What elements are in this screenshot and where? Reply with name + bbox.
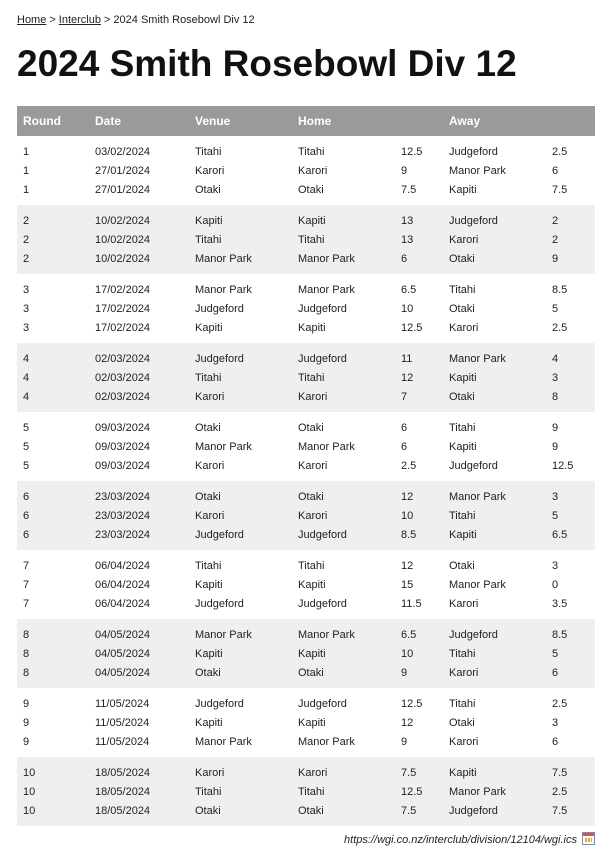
fixtures-table <box>17 106 595 826</box>
cell-away-score: 2.5 <box>552 785 568 798</box>
cell-home-score: 11.5 <box>401 597 422 610</box>
cell-home-score: 7 <box>401 390 408 403</box>
cell-round: 6 <box>23 490 30 503</box>
cell-round: 8 <box>23 628 30 641</box>
header-home-score <box>395 106 443 136</box>
cell-date: 02/03/2024 <box>95 352 151 365</box>
cell-venue: Titahi <box>195 145 222 158</box>
cell-venue: Otaki <box>195 421 221 434</box>
cell-away-score: 3 <box>552 490 559 503</box>
page-title: 2024 Smith Rosebowl Div 12 <box>17 43 517 84</box>
cell-home-team: Kapiti <box>298 578 326 591</box>
cell-away-team: Kapiti <box>449 528 477 541</box>
calendar-icon[interactable] <box>582 832 595 845</box>
cell-home-team: Manor Park <box>298 283 355 296</box>
cell-home-score: 12.5 <box>401 321 423 334</box>
cell-away-team: Titahi <box>449 647 476 660</box>
header-date: Date <box>95 114 122 128</box>
cell-home-team: Otaki <box>298 804 324 817</box>
page <box>0 13 609 846</box>
cell-venue: Titahi <box>195 559 222 572</box>
cell-date: 11/05/2024 <box>95 697 150 710</box>
cell-date: 18/05/2024 <box>95 766 151 779</box>
table-row <box>17 575 595 594</box>
cell-away-score: 2 <box>552 233 559 246</box>
round-group <box>17 481 595 550</box>
cell-date: 06/04/2024 <box>95 578 151 591</box>
cell-venue: Kapiti <box>195 716 223 729</box>
table-row <box>17 663 595 688</box>
table-row <box>17 732 595 757</box>
table-row <box>17 550 595 575</box>
cell-home-score: 6 <box>401 252 408 265</box>
cell-date: 11/05/2024 <box>95 716 150 729</box>
cell-round: 2 <box>23 252 30 265</box>
cell-home-score: 15 <box>401 578 414 591</box>
cell-away-score: 2.5 <box>552 145 568 158</box>
cell-round: 4 <box>23 371 30 384</box>
cell-date: 27/01/2024 <box>95 183 151 196</box>
cell-away-score: 7.5 <box>552 766 568 779</box>
cell-venue: Titahi <box>195 233 222 246</box>
cell-round: 2 <box>23 214 30 227</box>
cell-away-score: 4 <box>552 352 559 365</box>
cell-home-team: Kapiti <box>298 716 326 729</box>
cell-home-score: 6 <box>401 421 408 434</box>
cell-away-score: 3.5 <box>552 597 568 610</box>
table-row <box>17 230 595 249</box>
cell-venue: Kapiti <box>195 647 223 660</box>
table-row <box>17 343 595 368</box>
cell-home-score: 13 <box>401 233 414 246</box>
cell-away-team: Kapiti <box>449 766 477 779</box>
cell-date: 17/02/2024 <box>95 283 151 296</box>
cell-venue: Judgeford <box>195 697 244 710</box>
cell-away-score: 9 <box>552 252 559 265</box>
cell-home-score: 10 <box>401 647 414 660</box>
table-row <box>17 387 595 412</box>
cell-date: 17/02/2024 <box>95 321 151 334</box>
cell-round: 2 <box>23 233 30 246</box>
cell-date: 11/05/2024 <box>95 735 150 748</box>
breadcrumb-current: 2024 Smith Rosebowl Div 12 <box>113 14 255 26</box>
cell-away-team: Kapiti <box>449 440 477 453</box>
cell-home-score: 9 <box>401 666 408 679</box>
table-row <box>17 801 595 826</box>
cell-round: 10 <box>23 804 36 817</box>
cell-venue: Manor Park <box>195 628 252 641</box>
cell-date: 09/03/2024 <box>95 421 151 434</box>
table-row <box>17 644 595 663</box>
cell-round: 3 <box>23 283 30 296</box>
cell-away-team: Titahi <box>449 697 476 710</box>
cell-round: 10 <box>23 766 36 779</box>
cell-date: 10/02/2024 <box>95 233 151 246</box>
cell-date: 04/05/2024 <box>95 647 151 660</box>
cell-home-team: Manor Park <box>298 252 355 265</box>
cell-home-team: Otaki <box>298 666 324 679</box>
cell-home-score: 8.5 <box>401 528 417 541</box>
cell-home-score: 7.5 <box>401 183 417 196</box>
cell-home-team: Kapiti <box>298 214 326 227</box>
cell-date: 10/02/2024 <box>95 214 151 227</box>
ics-link-row <box>17 832 595 846</box>
cell-away-team: Manor Park <box>449 785 506 798</box>
cell-home-score: 12 <box>401 716 414 729</box>
table-row <box>17 782 595 801</box>
cell-home-team: Titahi <box>298 559 325 572</box>
breadcrumb-home-link[interactable]: Home <box>17 14 47 26</box>
cell-home-team: Otaki <box>298 183 324 196</box>
cell-home-team: Manor Park <box>298 735 355 748</box>
table-row <box>17 619 595 644</box>
cell-home-team: Karori <box>298 766 328 779</box>
breadcrumb-interclub-link[interactable]: Interclub <box>58 14 101 26</box>
cell-away-team: Kapiti <box>449 371 477 384</box>
cell-away-score: 5 <box>552 302 559 315</box>
cell-round: 7 <box>23 559 30 572</box>
cell-home-team: Manor Park <box>298 440 355 453</box>
table-row <box>17 456 595 481</box>
cell-home-score: 10 <box>401 509 414 522</box>
cell-round: 5 <box>23 440 30 453</box>
cell-away-team: Judgeford <box>449 145 498 158</box>
cell-round: 7 <box>23 597 30 610</box>
table-header <box>17 106 595 136</box>
cell-away-score: 9 <box>552 421 559 434</box>
round-group <box>17 343 595 412</box>
cell-date: 17/02/2024 <box>95 302 151 315</box>
cell-away-team: Titahi <box>449 421 476 434</box>
cell-venue: Karori <box>195 390 225 403</box>
round-group <box>17 550 595 619</box>
cell-home-score: 12 <box>401 559 414 572</box>
cell-home-team: Judgeford <box>298 352 347 365</box>
cell-away-score: 6.5 <box>552 528 568 541</box>
cell-away-score: 2.5 <box>552 321 568 334</box>
cell-home-team: Judgeford <box>298 302 347 315</box>
table-row <box>17 688 595 713</box>
cell-away-team: Manor Park <box>449 490 506 503</box>
cell-away-score: 12.5 <box>552 459 574 472</box>
cell-venue: Karori <box>195 509 225 522</box>
table-row <box>17 481 595 506</box>
table-row <box>17 412 595 437</box>
cell-date: 04/05/2024 <box>95 628 151 641</box>
cell-round: 9 <box>23 735 30 748</box>
cell-home-score: 12.5 <box>401 697 423 710</box>
cell-venue: Karori <box>195 164 225 177</box>
cell-away-team: Manor Park <box>449 352 506 365</box>
cell-date: 23/03/2024 <box>95 490 151 503</box>
cell-venue: Kapiti <box>195 578 223 591</box>
cell-away-team: Karori <box>449 233 479 246</box>
table-row <box>17 205 595 230</box>
cell-round: 1 <box>23 164 30 177</box>
table-row <box>17 161 595 180</box>
cell-venue: Judgeford <box>195 597 244 610</box>
round-group <box>17 205 595 274</box>
cell-home-score: 13 <box>401 214 414 227</box>
cell-away-score: 2.5 <box>552 697 568 710</box>
table-header-row <box>17 106 595 136</box>
cell-away-team: Otaki <box>449 390 475 403</box>
table-row <box>17 594 595 619</box>
header-home: Home <box>298 114 332 128</box>
header-away: Away <box>449 114 481 128</box>
cell-venue: Otaki <box>195 804 221 817</box>
cell-home-score: 6.5 <box>401 283 417 296</box>
cell-home-score: 9 <box>401 164 408 177</box>
cell-away-score: 3 <box>552 559 559 572</box>
cell-away-team: Karori <box>449 597 479 610</box>
cell-venue: Judgeford <box>195 302 244 315</box>
cell-venue: Kapiti <box>195 321 223 334</box>
cell-round: 4 <box>23 390 30 403</box>
cell-away-score: 7.5 <box>552 183 568 196</box>
cell-venue: Otaki <box>195 666 221 679</box>
cell-venue: Manor Park <box>195 252 252 265</box>
cell-round: 6 <box>23 528 30 541</box>
cell-away-score: 2 <box>552 214 559 227</box>
table-row <box>17 274 595 299</box>
cell-away-score: 0 <box>552 578 559 591</box>
cell-venue: Manor Park <box>195 440 252 453</box>
cell-away-score: 5 <box>552 647 559 660</box>
cell-round: 6 <box>23 509 30 522</box>
cell-venue: Titahi <box>195 785 222 798</box>
cell-home-team: Otaki <box>298 421 324 434</box>
cell-date: 18/05/2024 <box>95 785 151 798</box>
cell-away-team: Judgeford <box>449 628 498 641</box>
cell-date: 02/03/2024 <box>95 390 151 403</box>
cell-date: 06/04/2024 <box>95 559 151 572</box>
cell-home-score: 7.5 <box>401 804 417 817</box>
cell-venue: Judgeford <box>195 352 244 365</box>
cell-away-score: 3 <box>552 716 559 729</box>
cell-away-team: Otaki <box>449 252 475 265</box>
cell-home-score: 12.5 <box>401 145 423 158</box>
cell-date: 27/01/2024 <box>95 164 151 177</box>
cell-date: 02/03/2024 <box>95 371 151 384</box>
cell-round: 3 <box>23 302 30 315</box>
cell-home-team: Manor Park <box>298 628 355 641</box>
cell-away-score: 5 <box>552 509 559 522</box>
cell-round: 3 <box>23 321 30 334</box>
cell-away-team: Manor Park <box>449 164 506 177</box>
round-group <box>17 412 595 481</box>
cell-venue: Titahi <box>195 371 222 384</box>
cell-away-score: 8 <box>552 390 559 403</box>
cell-home-team: Karori <box>298 390 328 403</box>
table-row <box>17 368 595 387</box>
breadcrumb-separator: > <box>103 14 111 26</box>
cell-round: 8 <box>23 647 30 660</box>
cell-date: 04/05/2024 <box>95 666 151 679</box>
round-group <box>17 136 595 205</box>
header-round: Round <box>23 114 61 128</box>
cell-venue: Karori <box>195 766 225 779</box>
cell-round: 5 <box>23 459 30 472</box>
round-group <box>17 688 595 757</box>
cell-away-team: Karori <box>449 735 479 748</box>
cell-date: 09/03/2024 <box>95 459 151 472</box>
cell-round: 1 <box>23 183 30 196</box>
cell-away-team: Kapiti <box>449 183 477 196</box>
cell-away-team: Otaki <box>449 559 475 572</box>
cell-home-team: Karori <box>298 509 328 522</box>
cell-venue: Manor Park <box>195 735 252 748</box>
cell-home-team: Titahi <box>298 785 325 798</box>
cell-date: 23/03/2024 <box>95 509 151 522</box>
cell-date: 06/04/2024 <box>95 597 151 610</box>
cell-away-team: Titahi <box>449 509 476 522</box>
cell-venue: Manor Park <box>195 283 252 296</box>
cell-home-score: 12 <box>401 371 414 384</box>
cell-away-score: 8.5 <box>552 283 568 296</box>
cell-away-team: Otaki <box>449 716 475 729</box>
cell-date: 18/05/2024 <box>95 804 151 817</box>
round-group <box>17 757 595 826</box>
cell-home-score: 12.5 <box>401 785 423 798</box>
cell-away-team: Titahi <box>449 283 476 296</box>
breadcrumb <box>17 13 595 27</box>
cell-home-score: 6 <box>401 440 408 453</box>
cell-venue: Otaki <box>195 183 221 196</box>
cell-away-team: Judgeford <box>449 459 498 472</box>
cell-date: 10/02/2024 <box>95 252 151 265</box>
cell-away-team: Manor Park <box>449 578 506 591</box>
cell-away-team: Judgeford <box>449 214 498 227</box>
table-row <box>17 525 595 550</box>
cell-venue: Kapiti <box>195 214 223 227</box>
cell-home-team: Karori <box>298 459 328 472</box>
cell-away-score: 7.5 <box>552 804 568 817</box>
cell-round: 8 <box>23 666 30 679</box>
breadcrumb-separator: > <box>49 14 56 26</box>
cell-date: 03/02/2024 <box>95 145 151 158</box>
cell-round: 1 <box>23 145 30 158</box>
cell-away-score: 3 <box>552 371 559 384</box>
cell-date: 23/03/2024 <box>95 528 151 541</box>
cell-away-team: Judgeford <box>449 804 498 817</box>
cell-home-score: 6.5 <box>401 628 417 641</box>
cell-venue: Karori <box>195 459 225 472</box>
cell-home-team: Kapiti <box>298 321 326 334</box>
cell-home-score: 11 <box>401 352 413 365</box>
cell-round: 7 <box>23 578 30 591</box>
table-row <box>17 318 595 343</box>
cell-away-score: 8.5 <box>552 628 568 641</box>
cell-home-score: 9 <box>401 735 408 748</box>
cell-home-score: 12 <box>401 490 414 503</box>
cell-date: 09/03/2024 <box>95 440 151 453</box>
cell-round: 10 <box>23 785 36 798</box>
cell-away-team: Karori <box>449 666 479 679</box>
cell-round: 9 <box>23 697 30 710</box>
header-venue: Venue <box>195 114 231 128</box>
cell-home-team: Titahi <box>298 145 325 158</box>
cell-round: 4 <box>23 352 30 365</box>
table-row <box>17 506 595 525</box>
ics-link[interactable]: https://wgi.co.nz/interclub/division/12104/wgi.ics <box>344 834 577 846</box>
cell-away-score: 9 <box>552 440 559 453</box>
cell-home-team: Judgeford <box>298 528 347 541</box>
table-row <box>17 437 595 456</box>
round-group <box>17 619 595 688</box>
cell-away-score: 6 <box>552 164 559 177</box>
cell-away-team: Karori <box>449 321 479 334</box>
table-row <box>17 757 595 782</box>
table-row <box>17 249 595 274</box>
cell-home-team: Karori <box>298 164 328 177</box>
cell-home-team: Titahi <box>298 371 325 384</box>
cell-venue: Otaki <box>195 490 221 503</box>
cell-away-score: 6 <box>552 666 559 679</box>
cell-home-team: Otaki <box>298 490 324 503</box>
cell-venue: Judgeford <box>195 528 244 541</box>
header-away-score <box>546 106 595 136</box>
table-row <box>17 299 595 318</box>
cell-home-score: 10 <box>401 302 414 315</box>
table-row <box>17 713 595 732</box>
cell-round: 5 <box>23 421 30 434</box>
table-row <box>17 180 595 205</box>
cell-home-team: Judgeford <box>298 697 347 710</box>
cell-away-score: 6 <box>552 735 559 748</box>
cell-home-score: 2.5 <box>401 459 417 472</box>
cell-away-team: Otaki <box>449 302 475 315</box>
cell-home-team: Judgeford <box>298 597 347 610</box>
cell-round: 9 <box>23 716 30 729</box>
cell-home-team: Titahi <box>298 233 325 246</box>
round-group <box>17 274 595 343</box>
cell-home-score: 7.5 <box>401 766 417 779</box>
table-row <box>17 136 595 161</box>
cell-home-team: Kapiti <box>298 647 326 660</box>
